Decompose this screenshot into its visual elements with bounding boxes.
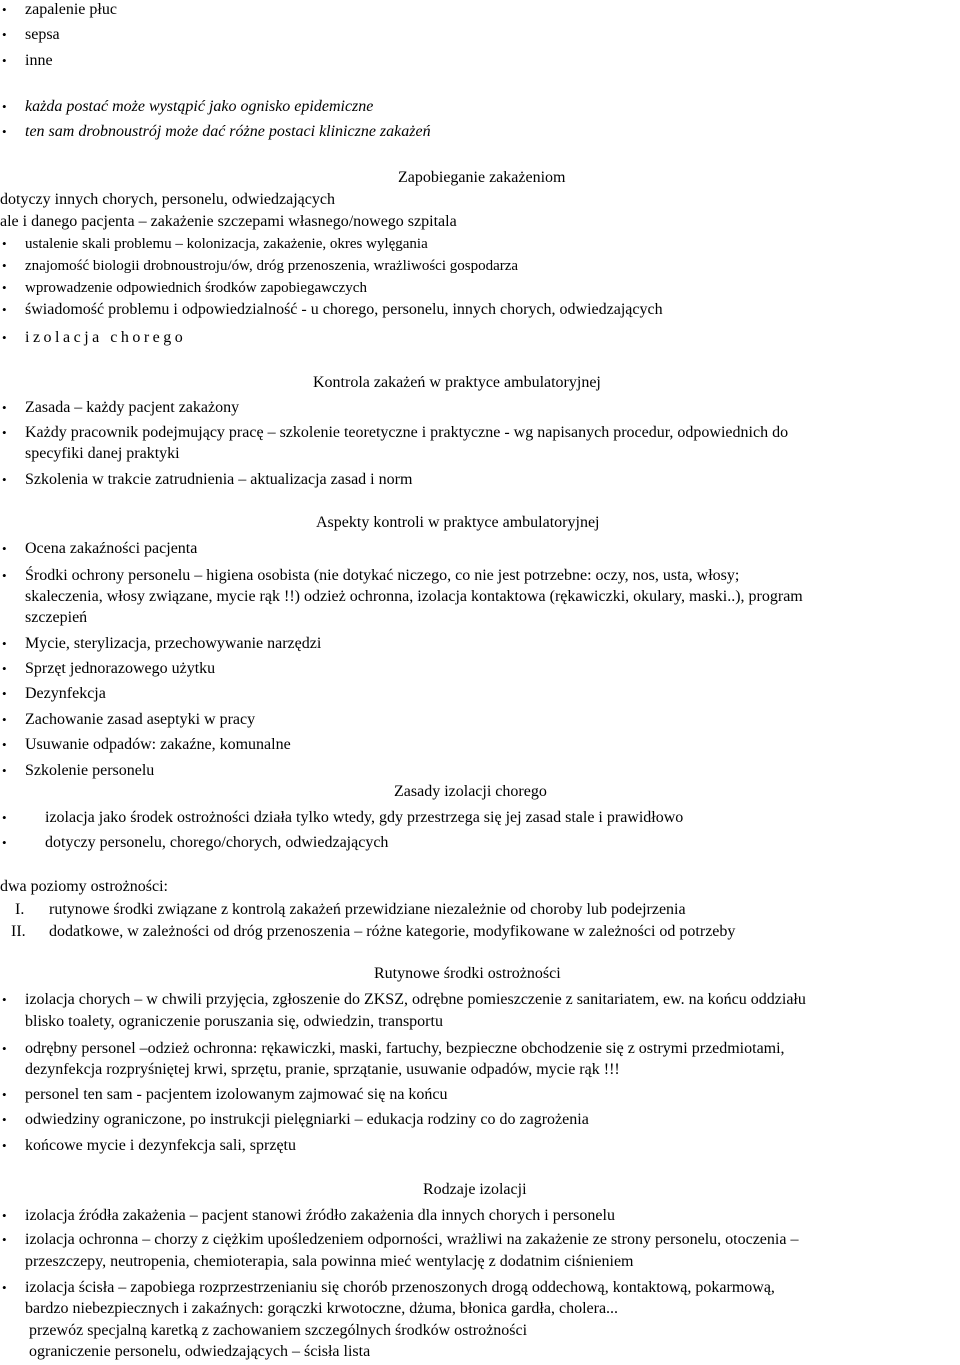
bullet: •	[2, 712, 7, 727]
bullet: •	[2, 53, 7, 68]
level-text: rutynowe środki związane z kontrolą zakażeń przewidziane niezależnie od choroby lub podejrzenia	[49, 901, 686, 918]
list-item: izolacja jako środek ostrożności działa tylko wtedy, gdy przestrzega się jej zasad stale i prawidłowo	[45, 809, 684, 826]
bullet: •	[2, 99, 7, 114]
level-text: dodatkowe, w zależności od dróg przenoszenia – różne kategorie, modyfikowane w zależności od potrzeby	[49, 923, 736, 940]
bullet: •	[2, 1232, 7, 1247]
list-item: dotyczy personelu, chorego/chorych, odwiedzających	[45, 834, 389, 851]
list-item: Szkolenie personelu	[25, 762, 155, 779]
bullet: •	[2, 686, 7, 701]
list-item: odwiedziny ograniczone, po instrukcji pielęgniarki – edukacja rodziny co do zagrożenia	[25, 1111, 589, 1128]
list-item: wprowadzenie odpowiednich środków zapobiegawczych	[25, 280, 367, 296]
list-item: Mycie, sterylizacja, przechowywanie narzędzi	[25, 635, 322, 652]
list-item: izolacja chorego	[25, 329, 187, 346]
bullet: •	[2, 568, 7, 583]
list-item-continuation: skaleczenia, włosy związane, mycie rąk !!) odzież ochronna, izolacja kontaktowa (rękawiczki, okulary, maski..), program	[25, 588, 803, 605]
paragraph-line: przewóz specjalną karetką z zachowaniem szczególnych środków ostrożności	[29, 1322, 528, 1339]
list-item: Dezynfekcja	[25, 685, 106, 702]
paragraph-line: dotyczy innych chorych, personelu, odwiedzających	[0, 191, 335, 208]
bullet: •	[2, 425, 7, 440]
section-heading: Zasady izolacji chorego	[394, 783, 547, 800]
section-heading: Kontrola zakażeń w praktyce ambulatoryjnej	[313, 374, 601, 391]
list-item: Szkolenia w trakcie zatrudnienia – aktualizacja zasad i norm	[25, 471, 413, 488]
bullet: •	[2, 992, 7, 1007]
bullet: •	[2, 1041, 7, 1056]
bullet: •	[2, 400, 7, 415]
bullet: •	[2, 636, 7, 651]
list-item-continuation: specyfiki danej praktyki	[25, 445, 180, 462]
section-heading: Rodzaje izolacji	[423, 1181, 527, 1198]
bullet: •	[2, 1138, 7, 1153]
list-item: izolacja ścisła – zapobiega rozprzestrzenianiu się chorób przenoszonych drogą oddechową, kontaktową, pokarmową,	[25, 1279, 775, 1296]
paragraph-line: ale i danego pacjenta – zakażenie szczepami własnego/nowego szpitala	[0, 213, 457, 230]
level-number: I.	[15, 901, 25, 918]
list-item: świadomość problemu i odpowiedzialność - u chorego, personelu, innych chorych, odwiedzających	[25, 301, 663, 318]
list-item: Zasada – każdy pacjent zakażony	[25, 399, 240, 416]
list-item: izolacja chorych – w chwili przyjęcia, zgłoszenie do ZKSZ, odrębne pomieszczenie z sanitariatem, ew. na końcu oddziału	[25, 991, 806, 1008]
section-heading: Zapobieganie zakażeniom	[398, 169, 566, 186]
bullet: •	[2, 1208, 7, 1223]
list-item: izolacja ochronna – chorzy z ciężkim upośledzeniem odporności, wrażliwi na zakażenie ze strony personelu, otoczenia –	[25, 1231, 799, 1248]
list-item: znajomość biologii drobnoustroju/ów, dróg przenoszenia, wrażliwości gospodarza	[25, 258, 519, 274]
list-item: Usuwanie odpadów: zakaźne, komunalne	[25, 736, 291, 753]
list-item: Każdy pracownik podejmujący pracę – szkolenie teoretyczne i praktyczne - wg napisanych procedur, odpowiednich do	[25, 424, 789, 441]
list-item-continuation: bardzo niebezpiecznych i zakaźnych: gorączki krwotoczne, dżuma, błonica gardła, cholera...	[25, 1300, 619, 1317]
bullet: •	[2, 1112, 7, 1127]
list-item: Środki ochrony personelu – higiena osobista (nie dotykać niczego, co nie jest potrzebne: oczy, nos, usta, włosy;	[25, 567, 740, 584]
list-item: inne	[25, 52, 53, 69]
list-item: każda postać może wystąpić jako ognisko epidemiczne	[25, 98, 374, 115]
list-item-continuation: szczepień	[25, 609, 88, 626]
list-item: zapalenie płuc	[25, 1, 117, 18]
list-item: izolacja źródła zakażenia – pacjent stanowi źródło zakażenia dla innych chorych i personelu	[25, 1207, 615, 1224]
level-number: II.	[11, 923, 26, 940]
bullet: •	[2, 124, 7, 139]
list-item: ustalenie skali problemu – kolonizacja, zakażenie, okres wylęgania	[25, 236, 428, 252]
list-item: Sprzęt jednorazowego użytku	[25, 660, 216, 677]
list-item: końcowe mycie i dezynfekcja sali, sprzętu	[25, 1137, 296, 1154]
bullet: •	[2, 302, 7, 317]
bullet: •	[2, 1280, 7, 1295]
paragraph-line: ograniczenie personelu, odwiedzających – ścisła lista	[29, 1343, 371, 1360]
list-item: sepsa	[25, 26, 60, 43]
bullet: •	[2, 810, 7, 825]
list-item: odrębny personel –odzież ochronna: rękawiczki, maski, fartuchy, bezpieczne obchodzenie się z ostrymi przedmiotami,	[25, 1040, 785, 1057]
bullet: •	[2, 2, 7, 17]
list-item-continuation: dezynfekcja rozpryśniętej krwi, sprzętu, pranie, sprzątanie, usuwanie odpadów, mycie rąk !!!	[25, 1061, 620, 1078]
list-item: Ocena zakaźności pacjenta	[25, 540, 198, 557]
bullet: •	[2, 258, 7, 273]
list-item-continuation: przeszczepy, neutropenia, chemioterapia, sala powinna mieć wentylację z dodatnim ciśnieniem	[25, 1253, 634, 1270]
bullet: •	[2, 661, 7, 676]
list-item: ten sam drobnoustrój może dać różne postaci kliniczne zakażeń	[25, 123, 431, 140]
list-item: personel ten sam - pacjentem izolowanym zajmować się na końcu	[25, 1086, 448, 1103]
section-heading: Rutynowe środki ostrożności	[374, 965, 561, 982]
bullet: •	[2, 763, 7, 778]
paragraph-line: dwa poziomy ostrożności:	[0, 878, 168, 895]
section-heading: Aspekty kontroli w praktyce ambulatoryjnej	[316, 514, 600, 531]
bullet: •	[2, 27, 7, 42]
bullet: •	[2, 236, 7, 251]
bullet: •	[2, 330, 7, 345]
bullet: •	[2, 835, 7, 850]
bullet: •	[2, 280, 7, 295]
list-item-continuation: blisko toalety, ograniczenie poruszania się, odwiedzin, transportu	[25, 1013, 443, 1030]
bullet: •	[2, 472, 7, 487]
bullet: •	[2, 1087, 7, 1102]
list-item: Zachowanie zasad aseptyki w pracy	[25, 711, 256, 728]
bullet: •	[2, 541, 7, 556]
bullet: •	[2, 737, 7, 752]
